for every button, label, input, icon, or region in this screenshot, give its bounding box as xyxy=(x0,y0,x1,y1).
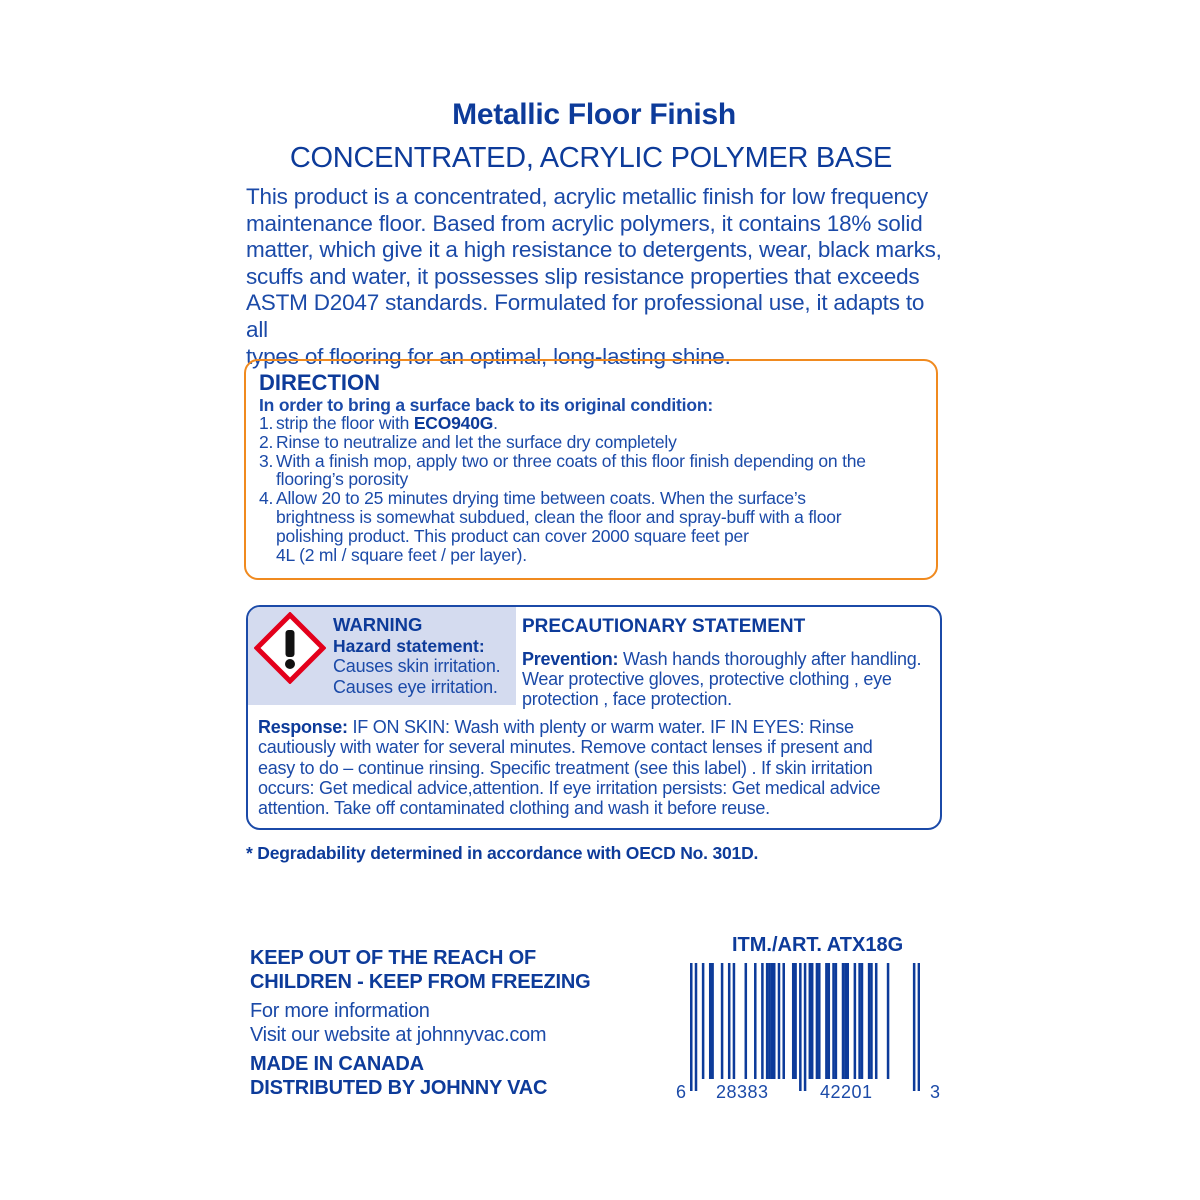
step-number: 2. xyxy=(259,431,274,452)
prevention-statement xyxy=(522,649,940,709)
barcode-bar xyxy=(754,963,757,1079)
response-text: cautiously with water for several minutes. Remove contact lenses if present and xyxy=(258,737,873,758)
barcode-bar xyxy=(773,963,776,1079)
barcode-left-group: 28383 xyxy=(716,1082,769,1102)
made-in-line: MADE IN CANADA xyxy=(250,1053,424,1075)
product-subtitle: CONCENTRATED, ACRYLIC POLYMER BASE xyxy=(289,142,893,174)
description-line: scuffs and water, it possesses slip resistance properties that exceeds xyxy=(246,263,920,289)
barcode-bar xyxy=(709,963,712,1079)
direction-step xyxy=(259,489,934,564)
keep-out-line: KEEP OUT OF THE REACH OF xyxy=(250,947,536,969)
step-text: brightness is somewhat subdued, clean the floor and spray-buff with a floor xyxy=(276,506,842,527)
barcode-bar xyxy=(745,963,748,1079)
prevention-text: Wash hands thoroughly after handling. xyxy=(618,649,922,669)
hazard-statement: Causes skin irritation. xyxy=(333,656,501,676)
barcode-bar xyxy=(918,963,920,1091)
degradability-footnote: * Degradability determined in accordance with OECD No. 301D. xyxy=(246,843,759,863)
direction-step xyxy=(259,433,934,452)
barcode-bar xyxy=(844,963,847,1079)
barcode-bar xyxy=(778,963,781,1079)
barcode-bar xyxy=(828,963,831,1079)
barcode-bar xyxy=(858,963,861,1079)
barcode-bar xyxy=(868,963,871,1079)
signal-word: WARNING xyxy=(333,614,423,635)
direction-step xyxy=(259,414,934,433)
barcode-bar xyxy=(861,963,864,1079)
barcode-bar xyxy=(690,963,693,1091)
step-text: Allow 20 to 25 minutes drying time between coats. When the surface’s xyxy=(276,488,806,509)
prevention-text: protection , face protection. xyxy=(522,689,732,709)
barcode xyxy=(690,963,920,1091)
response-text: easy to do – continue rinsing. Specific treatment (see this label) . If skin irritation xyxy=(258,757,873,778)
barcode-right-group: 42201 xyxy=(820,1082,873,1102)
barcode-bar xyxy=(913,963,916,1091)
barcode-bar xyxy=(794,963,797,1079)
barcode-bar xyxy=(835,963,838,1079)
item-code: ITM./ART. ATX18G xyxy=(732,934,904,956)
barcode-bar xyxy=(771,963,774,1079)
barcode-bar xyxy=(711,963,714,1079)
step-text: polishing product. This product can cover 2000 square feet per xyxy=(276,525,749,546)
step-number: 4. xyxy=(259,488,274,509)
barcode-first-digit: 6 xyxy=(676,1082,687,1102)
description-line: maintenance floor. Based from acrylic polymers, it contains 18% solid xyxy=(246,210,923,236)
direction-steps xyxy=(259,414,934,564)
barcode-bar xyxy=(870,963,873,1079)
barcode-bar xyxy=(761,963,764,1079)
barcode-bar xyxy=(695,963,698,1091)
direction-heading: DIRECTION xyxy=(259,370,380,395)
response-text: IF ON SKIN: Wash with plenty or warm water. IF IN EYES: Rinse xyxy=(347,717,854,737)
more-info-line: For more information xyxy=(250,1000,430,1022)
barcode-bar xyxy=(875,963,878,1079)
response-statement xyxy=(258,717,940,818)
barcode-bar xyxy=(854,963,857,1079)
product-code-eco940g: ECO940G xyxy=(413,413,494,433)
barcode-bar xyxy=(768,963,771,1079)
response-text: attention. Take off contaminated clothing and wash it before reuse. xyxy=(258,798,770,819)
product-title: Metallic Floor Finish xyxy=(452,98,736,131)
hazard-statement: Causes eye irritation. xyxy=(333,677,498,697)
barcode-bar xyxy=(804,963,807,1091)
barcode-bar xyxy=(799,963,802,1091)
barcode-bar xyxy=(832,963,835,1079)
distributor-line: DISTRIBUTED BY JOHNNY VAC xyxy=(250,1077,548,1099)
keep-out-line: CHILDREN - KEEP FROM FREEZING xyxy=(250,971,591,993)
barcode-bar xyxy=(842,963,845,1079)
direction-step xyxy=(259,452,934,490)
barcode-bar xyxy=(818,963,821,1079)
barcode-bar xyxy=(887,963,890,1079)
precautionary-title: PRECAUTIONARY STATEMENT xyxy=(522,616,806,637)
barcode-bar xyxy=(809,963,812,1079)
response-text: occurs: Get medical advice,attention. If eye irritation persists: Get medical advice xyxy=(258,777,881,798)
barcode-check-digit: 3 xyxy=(930,1082,941,1102)
barcode-bar xyxy=(846,963,849,1079)
barcode-bar xyxy=(782,963,785,1079)
barcode-bar xyxy=(728,963,731,1079)
step-text: Rinse to neutralize and let the surface dry completely xyxy=(276,431,677,452)
barcode-bar xyxy=(721,963,724,1079)
more-info xyxy=(250,999,546,1047)
step-number: 3. xyxy=(259,450,274,471)
hazard-statement-label: Hazard statement: xyxy=(333,636,485,656)
prevention-text: Wear protective gloves, protective clothing , eye xyxy=(522,669,892,689)
step-text: With a finish mop, apply two or three coats of this floor finish depending on the xyxy=(276,450,866,471)
step-text: . xyxy=(493,413,498,433)
barcode-bar xyxy=(825,963,828,1079)
description-line: This product is a concentrated, acrylic metallic finish for low frequency xyxy=(246,184,928,209)
description-line: ASTM D2047 standards. Formulated for professional use, it adapts to all xyxy=(246,290,925,342)
product-description xyxy=(246,184,946,370)
barcode-bar xyxy=(792,963,795,1079)
barcode-bar xyxy=(702,963,705,1079)
response-label: Response: xyxy=(258,717,348,737)
website-line: Visit our website at johnnyvac.com xyxy=(250,1024,547,1046)
step-text: 4L (2 ml / square feet / per layer). xyxy=(276,544,527,565)
description-line: matter, which give it a high resistance to detergents, wear, black marks, xyxy=(246,237,942,263)
step-text: strip the floor with xyxy=(276,413,414,433)
origin-distributor xyxy=(250,1052,547,1100)
step-number: 1. xyxy=(259,413,274,433)
direction-intro: In order to bring a surface back to its original condition: xyxy=(259,395,713,415)
exclamation-mark-hazard-icon xyxy=(254,612,326,684)
barcode-bar xyxy=(816,963,819,1079)
barcode-bar xyxy=(766,963,769,1079)
step-text: flooring’s porosity xyxy=(276,469,409,490)
prevention-label: Prevention: xyxy=(522,649,619,669)
barcode-bar xyxy=(733,963,736,1079)
keep-out-warning xyxy=(250,946,591,994)
description-line: types of flooring for an optimal, long-lasting shine. xyxy=(246,343,731,369)
barcode-bar xyxy=(811,963,814,1079)
